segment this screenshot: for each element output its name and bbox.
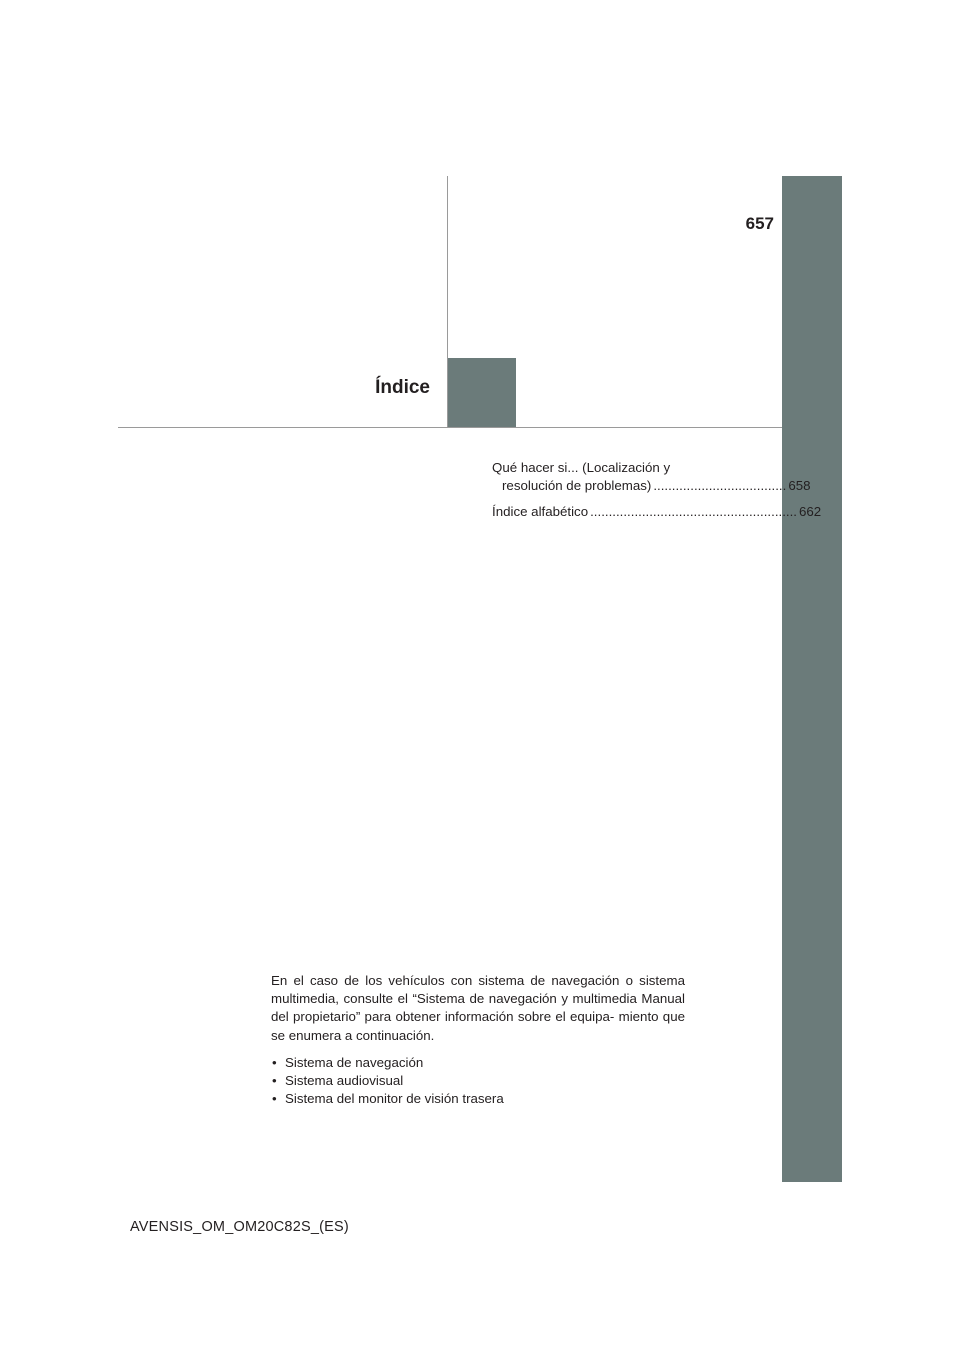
- list-item: • Sistema audiovisual: [271, 1072, 685, 1090]
- chapter-side-bar: [782, 176, 842, 1182]
- toc-entry-label-continued: resolución de problemas): [502, 478, 652, 493]
- toc-entry-row: [492, 477, 811, 495]
- table-of-contents: [492, 459, 822, 521]
- document-code: AVENSIS_OM_OM20C82S_(ES): [130, 1219, 349, 1235]
- toc-entry-troubleshooting[interactable]: [492, 459, 811, 495]
- horizontal-divider: [118, 427, 782, 428]
- toc-entry-page: 658: [788, 478, 811, 493]
- equipment-list: [271, 1054, 685, 1108]
- toc-entry-alphabetical-index[interactable]: [492, 503, 822, 521]
- toc-entry-label: Índice alfabético: [492, 504, 589, 519]
- toc-leader-dots: ....................................: [653, 478, 787, 493]
- list-item: • Sistema de navegación: [271, 1054, 685, 1072]
- list-item: • Sistema del monitor de visión trasera: [271, 1090, 685, 1108]
- toc-leader-dots: ........................................................: [590, 504, 797, 519]
- toc-entry-label: Qué hacer si... (Localización y: [492, 460, 671, 475]
- note-paragraph: En el caso de los vehículos con sistema de navegación o sistema multimedia, consulte el “Sistema de navegación y multimedia Manual del propietario” para obtener información sobre el equipa- miento que se enumera a continuación.: [271, 973, 685, 1043]
- toc-entry-page: 662: [799, 504, 822, 519]
- toc-entry-row: [492, 503, 822, 521]
- navigation-note: [271, 972, 685, 1108]
- section-tab-block: [448, 358, 516, 427]
- section-title: Índice: [375, 377, 430, 398]
- page-number: 657: [745, 214, 774, 233]
